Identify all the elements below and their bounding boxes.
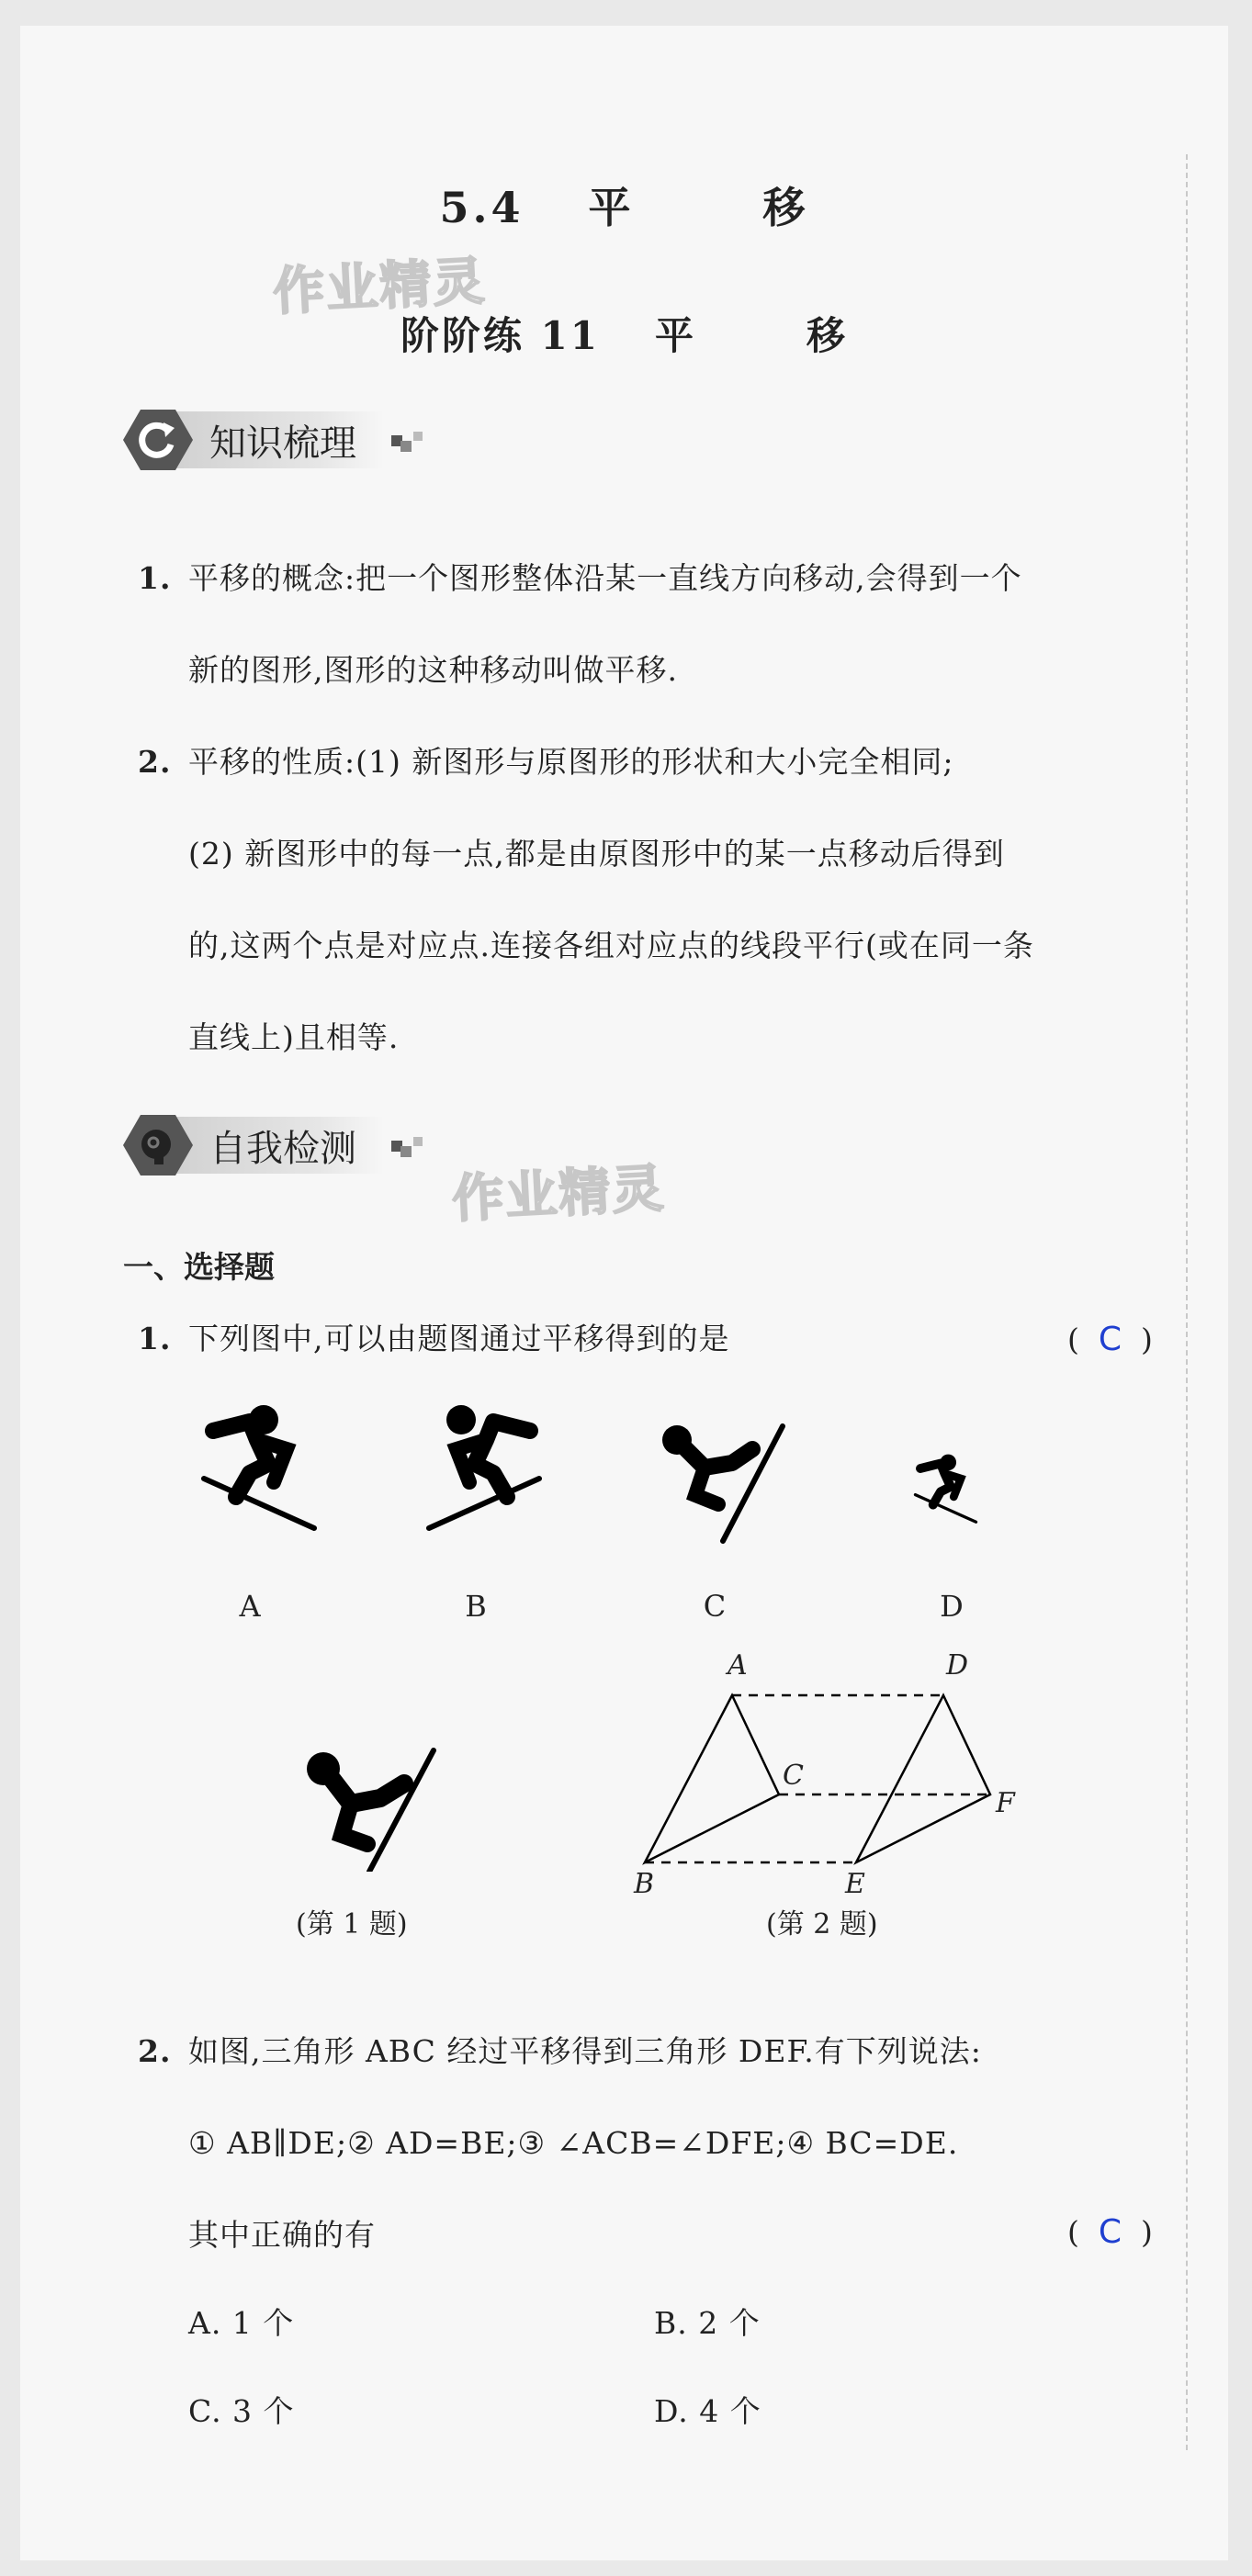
q2-triangle-figure	[626, 1642, 1040, 1890]
answer-value: C	[1098, 1321, 1122, 1358]
triangle-def	[856, 1695, 990, 1862]
section-title: 5.4 平 移	[439, 183, 809, 232]
knowledge-section-header	[123, 410, 437, 470]
option-a-figure	[204, 1405, 314, 1528]
point-c-label: C	[783, 1760, 804, 1792]
item-number: 1.	[138, 560, 172, 596]
worksheet-page	[20, 26, 1228, 2560]
knowledge-heading: 知识梳理	[165, 411, 384, 468]
choice-a: A. 1 个	[188, 2305, 295, 2341]
option-d-label: D	[940, 1589, 964, 1624]
knowledge-item-1	[138, 533, 1213, 716]
statements-line: ① AB∥DE;② AD=BE;③ ∠ACB=∠DFE;④ BC=DE.	[188, 2125, 959, 2161]
point-b-label: B	[634, 1868, 655, 1900]
option-a-label: A	[239, 1589, 261, 1624]
text-line: 平移的性质:(1) 新图形与原图形的形状和大小完全相同;	[188, 744, 954, 780]
question-number: 2.	[138, 2033, 172, 2069]
question-text: 下列图中,可以由题图通过平移得到的是	[188, 1321, 730, 1356]
lesson-title: 阶阶练 11 平 移	[400, 313, 849, 358]
question-number: 1.	[138, 1321, 172, 1356]
choice-c: C. 3 个	[188, 2393, 295, 2429]
choice-d: D. 4 个	[654, 2393, 761, 2429]
text-line: 的,这两个点是对应点.连接各组对应点的线段平行(或在同一条	[188, 928, 1034, 963]
answer-bracket-1: ( C )	[1067, 1321, 1153, 1358]
figure-2-caption: (第 2 题)	[766, 1908, 878, 1940]
text-line: 直线上)且相等.	[188, 1019, 400, 1055]
text-line: 平移的概念:把一个图形整体沿某一直线方向移动,会得到一个	[188, 560, 1022, 596]
text-line: 新的图形,图形的这种移动叫做平移.	[188, 652, 678, 688]
selfcheck-heading: 自我检测	[165, 1117, 384, 1174]
part-title: 一、选择题	[123, 1249, 275, 1285]
q1-options-figures	[172, 1403, 1136, 1587]
option-d-figure	[916, 1455, 976, 1523]
question-text: 其中正确的有	[188, 2217, 376, 2253]
watermark: 作业精灵	[271, 251, 488, 323]
option-b-figure	[429, 1405, 539, 1528]
option-c-figure	[662, 1425, 783, 1541]
item-number: 2.	[138, 744, 172, 780]
choice-b: B. 2 个	[654, 2305, 761, 2341]
answer-value: C	[1098, 2213, 1122, 2251]
point-e-label: E	[845, 1868, 865, 1900]
decor-squares-icon	[391, 426, 437, 454]
option-b-label: B	[465, 1589, 487, 1624]
question-1	[138, 1293, 1194, 1385]
knowledge-item-2	[138, 716, 1213, 1084]
question-2	[138, 2006, 1203, 2281]
q1-original-figure	[296, 1743, 443, 1872]
point-d-label: D	[946, 1649, 969, 1682]
watermark: 作业精灵	[450, 1158, 667, 1231]
selfcheck-section-header	[123, 1115, 437, 1176]
question-text: 如图,三角形 ABC 经过平移得到三角形 DEF.有下列说法:	[188, 2033, 982, 2069]
point-f-label: F	[996, 1787, 1015, 1819]
answer-bracket-2: ( C )	[1067, 2213, 1153, 2251]
triangle-abc	[645, 1695, 779, 1862]
option-c-label: C	[703, 1589, 727, 1624]
decor-squares-icon	[391, 1131, 437, 1159]
figure-1-caption: (第 1 题)	[296, 1908, 408, 1940]
point-a-label: A	[728, 1649, 748, 1682]
text-line: (2) 新图形中的每一点,都是由原图形中的某一点移动后得到	[188, 836, 1005, 872]
